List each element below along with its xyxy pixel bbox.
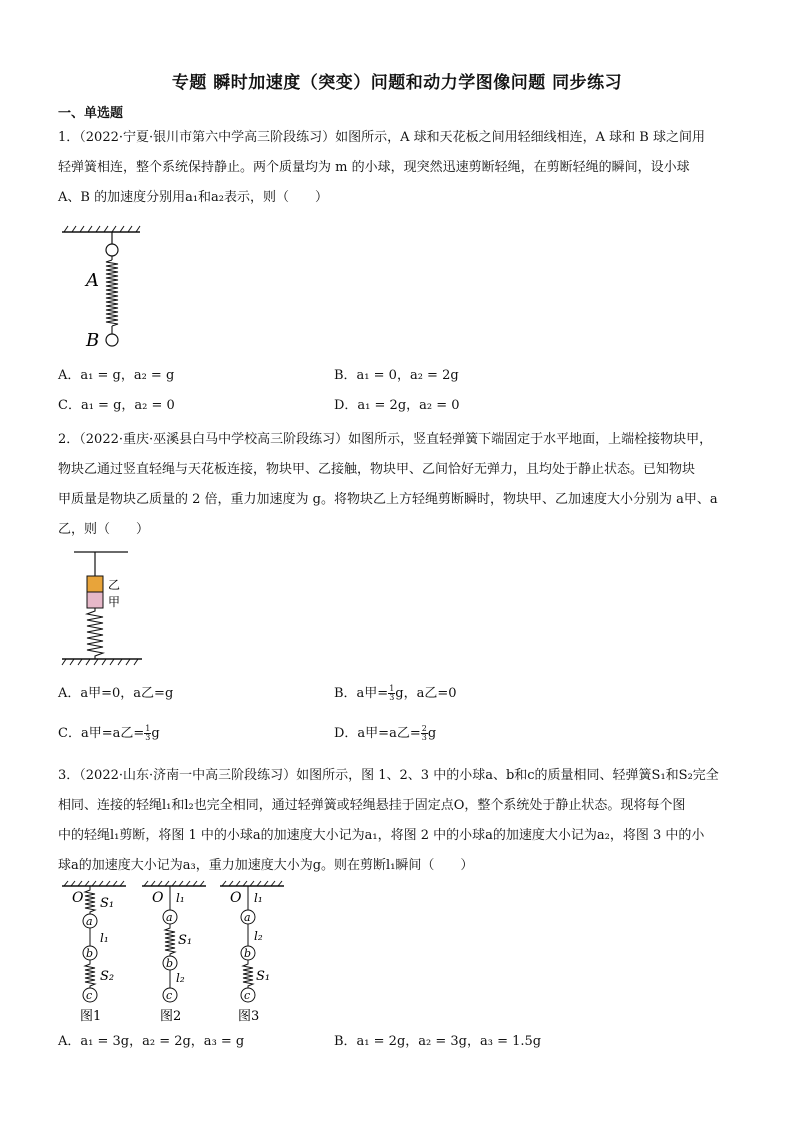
q3-figures [58,880,298,1025]
q1-option-d[interactable]: D．a₁ = 2g，a₂ = 0 [334,398,460,413]
svg-text:l₂: l₂ [254,929,263,943]
svg-text:b: b [86,947,94,960]
figure-3 [220,881,284,1024]
q1-figure [58,224,148,354]
q3-option-b[interactable]: B．a₁ = 2g，a₂ = 3g，a₃ = 1.5g [334,1034,542,1049]
q2-d-fraction: $\frac{2}{3}$ [421,724,427,742]
svg-text:S₁: S₁ [256,969,271,984]
q3-stem-line3: 中的轻绳l₁剪断，将图 1 中的小球a的加速度大小记为a₁，将图 2 中的小球a的加速度大小记为a₂，将图 3 中的小 [58,828,705,843]
q2-figure [58,548,148,668]
block-yi [87,576,103,592]
q2-c-fraction: $\frac{1}{3}$ [145,724,151,742]
q3-option-a[interactable]: A．a₁ = 3g，a₂ = 2g，a₃ = g [58,1034,245,1049]
svg-text:图1: 图1 [80,1009,102,1024]
svg-text:图3: 图3 [238,1009,260,1024]
ceiling [62,226,140,232]
q2-stem-line2: 物块乙通过竖直轻绳与天花板连接，物块甲、乙接触，物块甲、乙间恰好无弹力，且均处于静止状态。已知物块 [58,462,696,477]
spring [106,256,118,334]
svg-text:O: O [230,890,242,906]
q2-option-c[interactable] [58,724,160,744]
svg-text:O: O [72,890,84,906]
q2-b-fraction: $\frac{1}{3}$ [389,684,395,702]
ball-b [106,334,118,346]
svg-text:b: b [166,957,174,970]
q2-b-prefix: B．a甲= [334,686,389,701]
q2-stem-line3: 甲质量是物块乙质量的 2 倍，重力加速度为 g。将物块乙上方轻绳剪断瞬时，物块甲、乙加速度大小分别为 a甲、a [58,492,718,507]
q3-stem-line2: 相同、连接的轻绳l₁和l₂也完全相同，通过轻弹簧或轻绳悬挂于固定点O，整个系统处于静止状态。现将每个图 [58,798,686,813]
svg-text:a: a [86,915,93,928]
q2-d-prefix: D．a甲=a乙= [334,726,421,741]
q2-b-suffix: g，a乙=0 [395,686,457,701]
q2-option-a[interactable]: A．a甲=0，a乙=g [58,686,174,701]
svg-text:l₁: l₁ [100,931,109,945]
ground [62,659,142,665]
q2-c-prefix: C．a甲=a乙= [58,726,145,741]
svg-text:S₂: S₂ [100,969,115,984]
svg-text:图2: 图2 [160,1009,182,1024]
label-yi: 乙 [108,578,121,592]
label-b: B [86,330,100,351]
q1-option-c[interactable]: C．a₁ = g，a₂ = 0 [58,398,175,413]
label-a: A [86,270,99,291]
svg-text:c: c [244,989,251,1002]
q2-c-suffix: g [151,726,160,741]
page-title: 专题 瞬时加速度（突变）问题和动力学图像问题 同步练习 [171,73,623,93]
svg-text:l₂: l₂ [176,971,185,985]
q3-stem-line4: 球a的加速度大小记为a₃，重力加速度大小为g。则在剪断l₁瞬间（ ） [58,858,474,873]
svg-text:b: b [244,947,252,960]
block-jia [87,592,103,608]
svg-text:c: c [166,989,173,1002]
spring [87,608,103,659]
q1-option-b[interactable]: B．a₁ = 0，a₂ = 2g [334,368,459,383]
section-heading: 一、单选题 [58,106,124,121]
q2-option-b[interactable] [334,684,457,704]
q1-stem-line3: A、B 的加速度分别用a₁和a₂表示，则（ ） [58,190,328,205]
svg-text:O: O [152,890,164,906]
svg-text:l₁: l₁ [254,891,263,905]
svg-text:S₁: S₁ [178,933,193,948]
q1-option-a[interactable]: A．a₁ = g，a₂ = g [58,368,175,383]
q2-d-suffix: g [427,726,437,741]
q2-stem-line1: 2．（2022·重庆·巫溪县白马中学校高三阶段练习）如图所示，竖直轻弹簧下端固定于水平地面，上端栓接物块甲， [58,432,713,447]
q2-stem-line4: 乙，则（ ） [58,522,150,537]
q2-option-d[interactable] [334,724,436,744]
figure-2 [142,881,206,1024]
ball-a [106,244,118,256]
label-jia: 甲 [108,595,121,609]
svg-text:a: a [166,911,173,924]
svg-text:S₁: S₁ [100,896,115,911]
svg-text:l₁: l₁ [176,891,185,905]
figure-1 [62,881,126,1024]
q3-stem-line1: 3．（2022·山东·济南一中高三阶段练习）如图所示，图 1、2、3 中的小球a、b和c的质量相同、轻弹簧S₁和S₂完全 [58,768,719,783]
svg-text:c: c [86,989,93,1002]
q1-stem-line2: 轻弹簧相连，整个系统保持静止。两个质量均为 m 的小球，现突然迅速剪断轻绳，在剪断轻绳的瞬间，设小球 [58,160,690,175]
svg-text:a: a [244,911,251,924]
q1-stem-line1: 1．（2022·宁夏·银川市第六中学高三阶段练习）如图所示，A 球和天花板之间用轻细线相连，A 球和 B 球之间用 [58,130,705,145]
